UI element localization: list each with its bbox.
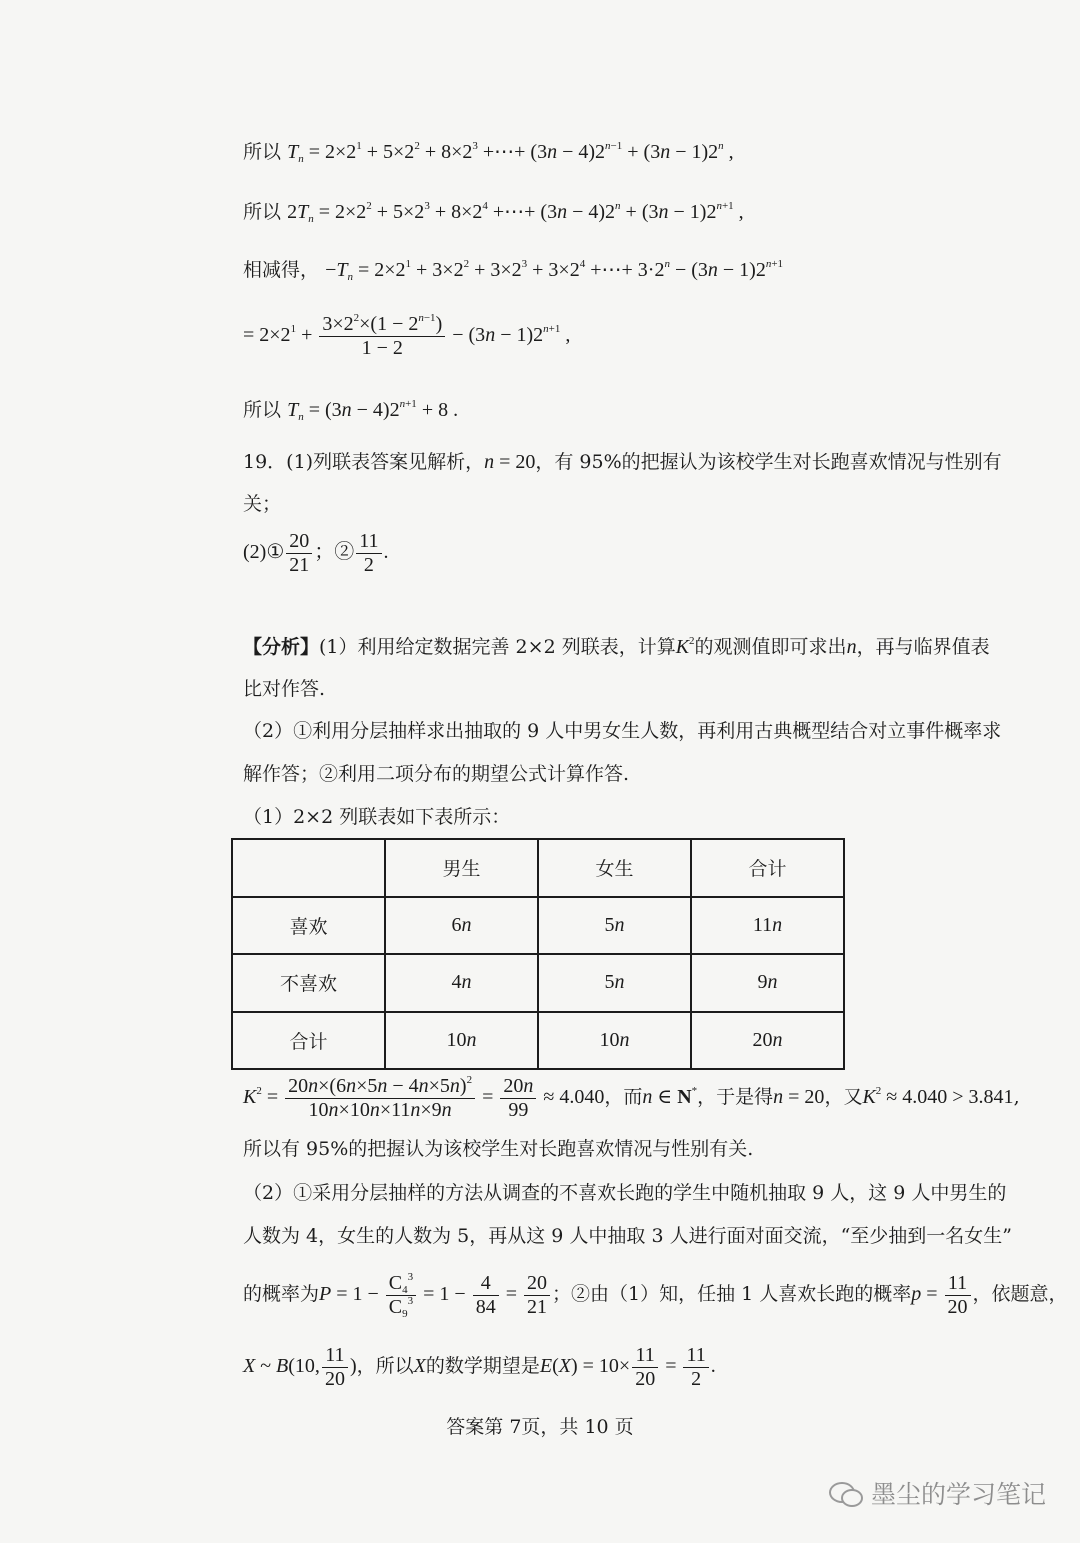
solution-2d: X ~ B(10, $\frac{11}{20}$ )，所以X的数学期望是E(X) = 10× $\frac{11}{20}$ = $\frac{11}{2}$ .	[243, 1344, 716, 1390]
table-cell: 10n	[538, 1012, 691, 1070]
table-row-label: 不喜欢	[232, 954, 385, 1012]
table-header-cell: 女生	[538, 839, 691, 897]
watermark	[829, 1475, 1046, 1511]
table-cell: 5n	[538, 897, 691, 955]
two-tn-line: 所以 $2T_n = 2\times 2^2 + 5\times 2^3 + 8\times 2^4$ +⋯+ $(3n - 4)2^n + (3n - 1)2^{n+1}$ ,	[243, 200, 744, 225]
table-cell: 4n	[385, 954, 538, 1012]
table-row	[232, 1012, 844, 1070]
contingency-table	[231, 838, 845, 1070]
table-cell: 11n	[691, 897, 844, 955]
table-header-cell: 男生	[385, 839, 538, 897]
analysis-2-cont: 解作答；②利用二项分布的期望公式计算作答.	[243, 763, 630, 785]
q19-answer-2: (2)① $\frac{20}{21}$ ；② $\frac{11}{2}$ .	[243, 530, 389, 576]
analysis-2: （2）①利用分层抽样求出抽取的 9 人中男女生人数，再利用古典概型结合对立事件概率求	[243, 720, 1002, 742]
table-cell: 9n	[691, 954, 844, 1012]
table-cell: 6n	[385, 897, 538, 955]
analysis-1-cont: 比对作答.	[243, 678, 326, 700]
k2-conclusion: 所以有 95%的把握认为该校学生对长跑喜欢情况与性别有关.	[243, 1138, 754, 1160]
table-row	[232, 897, 844, 955]
solution-1-intro: （1）2×2 列联表如下表所示：	[243, 806, 511, 828]
solution-2a: （2）①采用分层抽样的方法从调查的不喜欢长跑的学生中随机抽取 9 人，这 9 人中男生的	[243, 1182, 1007, 1204]
table-row	[232, 954, 844, 1012]
wechat-icon	[829, 1480, 863, 1506]
k2-formula: $K^2$ = $\frac{20n\times(6n\times 5n - 4n\times 5n)^2}{10n\times 10n\times 11n\times 9n}$ = $\frac{20n}{99}$ ≈ 4.040，而n ∈ N*，于是得n = 20，又$K^2 \approx 4.040 > 3.841$,	[243, 1074, 1020, 1121]
tn-result-line: 所以 $T_n = (3n - 4)2^{n+1} + 8$ .	[243, 398, 459, 423]
table-row-label: 合计	[232, 1012, 385, 1070]
solution-2c: 的概率为P = 1 − $\frac{C_4^3}{C_9^3}$ = 1 − $\frac{4}{84}$ = $\frac{20}{21}$ ；②由（1）知，任抽 1 人喜欢长跑的概率p = $\frac{11}{20}$ ，依题意，	[243, 1271, 1068, 1320]
table-header-cell	[232, 839, 385, 897]
table-cell: 20n	[691, 1012, 844, 1070]
table-header-row	[232, 839, 844, 897]
table-cell: 10n	[385, 1012, 538, 1070]
geometric-sum-line: = $2\times 2^1$ + $\frac{3\times 2^2\times(1 - 2^{n-1})}{1 - 2}$ − $(3n - 1)2^{n+1}$ ,	[243, 312, 571, 359]
q19-answer-1: 19．(1)列联表答案见解析，n = 20，有 95%的把握认为该校学生对长跑喜欢情况与性别有	[243, 451, 1002, 473]
table-cell: 5n	[538, 954, 691, 1012]
tn-line: 所以 $T_n = 2\times 2^1 + 5\times 2^2 + 8\times 2^3$ +⋯+ $(3n - 4)2^{n-1} + (3n - 1)2^n$ ,	[243, 140, 734, 165]
table-header-cell: 合计	[691, 839, 844, 897]
watermark-text: 墨尘的学习笔记	[870, 1480, 1046, 1509]
page-footer: 答案第 7页，共 10 页	[446, 1416, 634, 1438]
analysis-1: 【分析】(1）利用给定数据完善 2×2 列联表，计算$K^2$的观测值即可求出n，再与临界值表	[243, 635, 990, 658]
table-row-label: 喜欢	[232, 897, 385, 955]
solution-2b: 人数为 4，女生的人数为 5，再从这 9 人中抽取 3 人进行面对面交流，“至少抽到一名女生”	[243, 1225, 1013, 1247]
q19-answer-1-cont: 关；	[243, 493, 282, 515]
subtract-line: 相减得， $-T_n = 2\times 2^1 + 3\times 2^2 + 3\times 2^3 + 3\times 2^4$ +⋯+ $3\cdot 2^n - (3n - 1)2^{n+1}$	[243, 258, 784, 283]
